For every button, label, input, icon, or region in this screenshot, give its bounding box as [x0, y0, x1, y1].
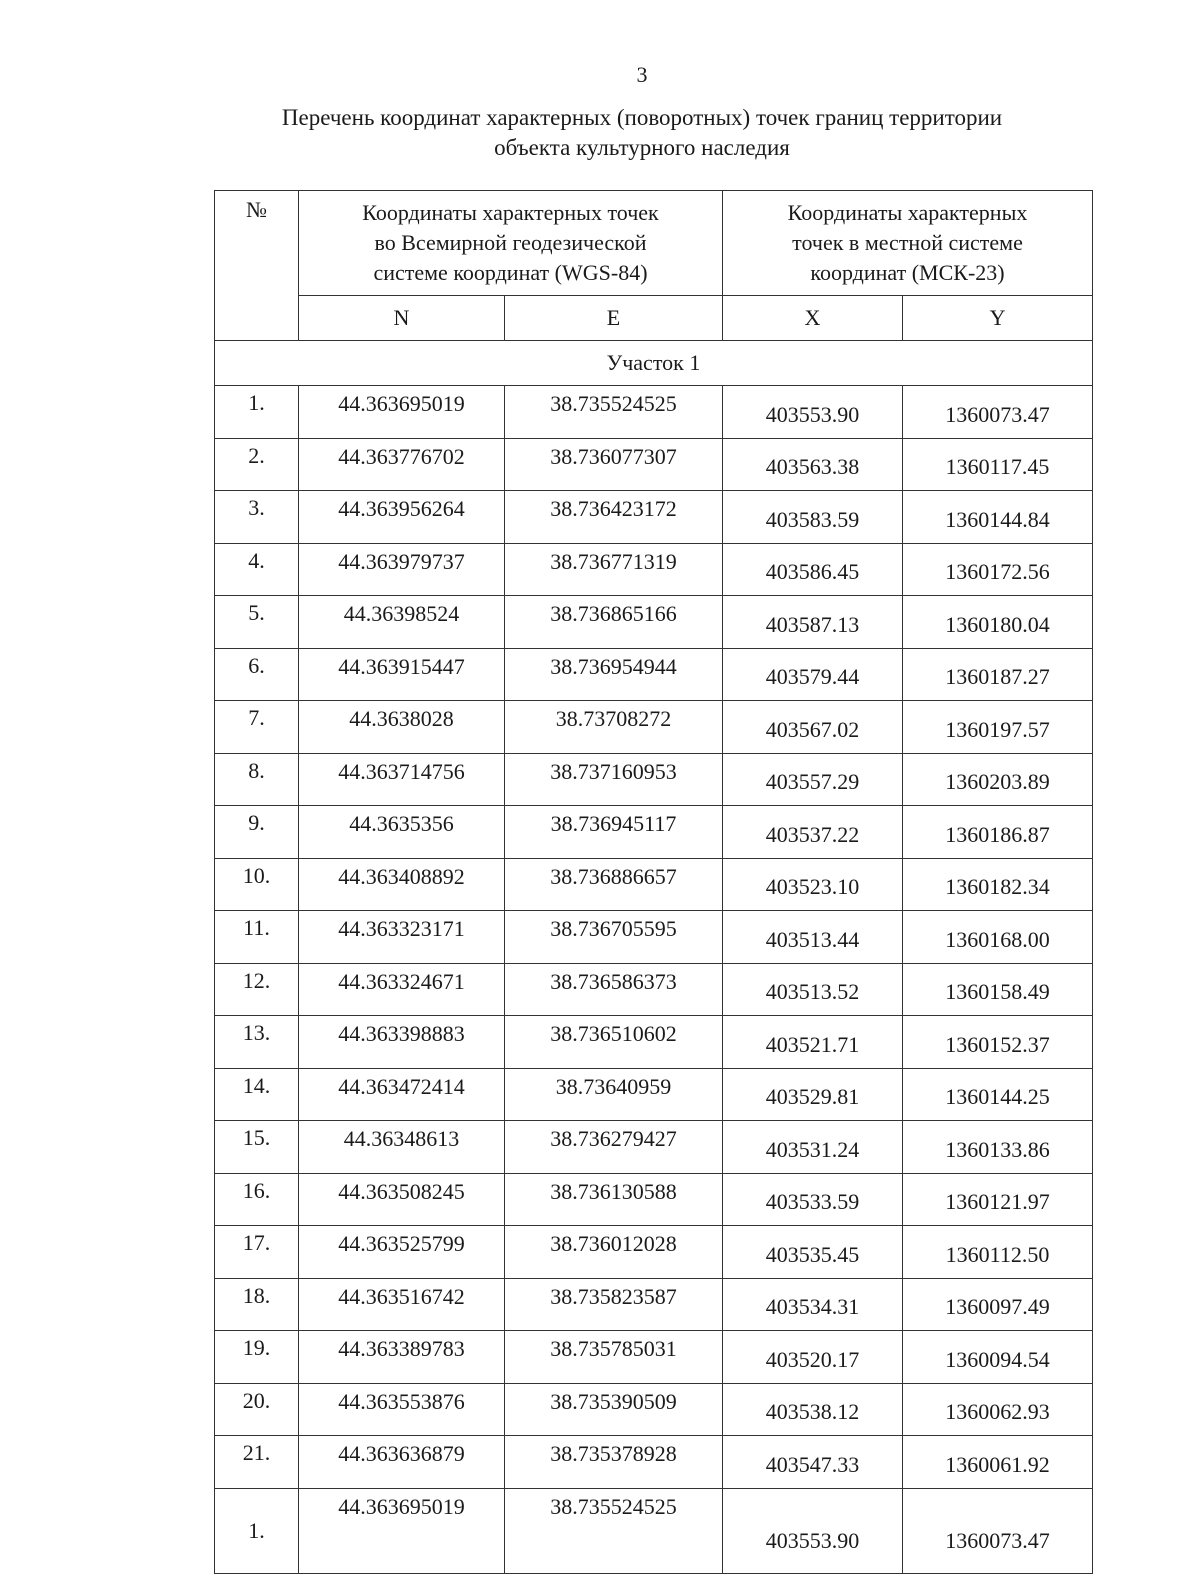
point-number-cell: 9.	[215, 806, 299, 859]
point-number-cell: 3.	[215, 491, 299, 544]
table-row	[215, 1383, 1093, 1436]
point-number-cell: 4.	[215, 543, 299, 596]
y-coordinate-cell: 1360073.47	[903, 386, 1093, 439]
point-number-cell: 21.	[215, 1436, 299, 1489]
longitude-cell: 38.735785031	[505, 1331, 723, 1384]
y-coordinate-cell: 1360073.47	[903, 1488, 1093, 1573]
y-coordinate-cell: 1360180.04	[903, 596, 1093, 649]
longitude-cell: 38.73708272	[505, 701, 723, 754]
table-row	[215, 438, 1093, 491]
x-coordinate-cell: 403535.45	[723, 1226, 903, 1279]
longitude-cell: 38.736510602	[505, 1016, 723, 1069]
longitude-cell: 38.736423172	[505, 491, 723, 544]
y-coordinate-cell: 1360168.00	[903, 911, 1093, 964]
longitude-cell: 38.735378928	[505, 1436, 723, 1489]
point-number-cell: 19.	[215, 1331, 299, 1384]
point-number-cell: 10.	[215, 858, 299, 911]
point-number-cell: 12.	[215, 963, 299, 1016]
latitude-cell: 44.363915447	[299, 648, 505, 701]
document-title-line-2: объекта культурного наследия	[494, 135, 790, 160]
y-coordinate-cell: 1360117.45	[903, 438, 1093, 491]
table-row	[215, 1016, 1093, 1069]
table-row	[215, 911, 1093, 964]
x-coordinate-cell: 403520.17	[723, 1331, 903, 1384]
table-row	[215, 1488, 1093, 1573]
y-coordinate-cell: 1360182.34	[903, 858, 1093, 911]
latitude-cell: 44.363408892	[299, 858, 505, 911]
x-coordinate-cell: 403583.59	[723, 491, 903, 544]
longitude-cell: 38.736586373	[505, 963, 723, 1016]
y-coordinate-cell: 1360186.87	[903, 806, 1093, 859]
x-coordinate-cell: 403563.38	[723, 438, 903, 491]
point-number-cell: 17.	[215, 1226, 299, 1279]
table-row	[215, 701, 1093, 754]
table-row	[215, 1436, 1093, 1489]
x-coordinate-cell: 403513.52	[723, 963, 903, 1016]
table-row	[215, 1226, 1093, 1279]
latitude-cell: 44.363553876	[299, 1383, 505, 1436]
x-coordinate-cell: 403523.10	[723, 858, 903, 911]
table-row	[215, 1068, 1093, 1121]
longitude-cell: 38.736771319	[505, 543, 723, 596]
header-wgs84	[299, 191, 723, 296]
y-coordinate-cell: 1360187.27	[903, 648, 1093, 701]
table-row	[215, 963, 1093, 1016]
x-coordinate-cell: 403537.22	[723, 806, 903, 859]
longitude-cell: 38.736886657	[505, 858, 723, 911]
x-coordinate-cell: 403587.13	[723, 596, 903, 649]
y-coordinate-cell: 1360133.86	[903, 1121, 1093, 1174]
section-row	[215, 341, 1093, 386]
document-title	[0, 103, 1200, 163]
latitude-cell: 44.363516742	[299, 1278, 505, 1331]
latitude-cell: 44.363324671	[299, 963, 505, 1016]
header-msk23-line: Координаты характерных	[787, 200, 1028, 225]
longitude-cell: 38.736954944	[505, 648, 723, 701]
header-msk23-line: координат (МСК-23)	[810, 260, 1005, 285]
x-coordinate-cell: 403529.81	[723, 1068, 903, 1121]
longitude-cell: 38.736077307	[505, 438, 723, 491]
point-number-cell: 16.	[215, 1173, 299, 1226]
table-row	[215, 491, 1093, 544]
y-coordinate-cell: 1360172.56	[903, 543, 1093, 596]
x-coordinate-cell: 403538.12	[723, 1383, 903, 1436]
latitude-cell: 44.363979737	[299, 543, 505, 596]
point-number-cell: 18.	[215, 1278, 299, 1331]
table-row	[215, 386, 1093, 439]
table-row	[215, 858, 1093, 911]
y-coordinate-cell: 1360061.92	[903, 1436, 1093, 1489]
y-coordinate-cell: 1360203.89	[903, 753, 1093, 806]
longitude-cell: 38.735524525	[505, 1488, 723, 1573]
longitude-cell: 38.735823587	[505, 1278, 723, 1331]
point-number-cell: 5.	[215, 596, 299, 649]
x-coordinate-cell: 403553.90	[723, 1488, 903, 1573]
longitude-cell: 38.736865166	[505, 596, 723, 649]
latitude-cell: 44.363956264	[299, 491, 505, 544]
latitude-cell: 44.36398524	[299, 596, 505, 649]
latitude-cell: 44.363636879	[299, 1436, 505, 1489]
y-coordinate-cell: 1360062.93	[903, 1383, 1093, 1436]
longitude-cell: 38.736945117	[505, 806, 723, 859]
table-row	[215, 1278, 1093, 1331]
table-row	[215, 1173, 1093, 1226]
latitude-cell: 44.363398883	[299, 1016, 505, 1069]
latitude-cell: 44.363695019	[299, 386, 505, 439]
table-row	[215, 648, 1093, 701]
x-coordinate-cell: 403553.90	[723, 386, 903, 439]
point-number-cell: 13.	[215, 1016, 299, 1069]
point-number-cell: 11.	[215, 911, 299, 964]
x-coordinate-cell: 403586.45	[723, 543, 903, 596]
y-coordinate-cell: 1360197.57	[903, 701, 1093, 754]
document-title-line-1: Перечень координат характерных (поворотных) точек границ территории	[281, 105, 1003, 130]
longitude-cell: 38.736705595	[505, 911, 723, 964]
point-number-cell: 2.	[215, 438, 299, 491]
latitude-cell: 44.363776702	[299, 438, 505, 491]
y-coordinate-cell: 1360094.54	[903, 1331, 1093, 1384]
longitude-cell: 38.736279427	[505, 1121, 723, 1174]
table-body	[215, 341, 1093, 1574]
table-row	[215, 1331, 1093, 1384]
header-msk23	[723, 191, 1093, 296]
header-x: X	[723, 296, 903, 341]
x-coordinate-cell: 403533.59	[723, 1173, 903, 1226]
table-row	[215, 806, 1093, 859]
longitude-cell: 38.737160953	[505, 753, 723, 806]
header-wgs84-line: во Всемирной геодезической	[374, 230, 647, 255]
header-wgs84-line: Координаты характерных точек	[362, 200, 659, 225]
point-number-cell: 7.	[215, 701, 299, 754]
x-coordinate-cell: 403534.31	[723, 1278, 903, 1331]
y-coordinate-cell: 1360152.37	[903, 1016, 1093, 1069]
latitude-cell: 44.3635356	[299, 806, 505, 859]
header-msk23-line: точек в местной системе	[792, 230, 1023, 255]
point-number-cell: 6.	[215, 648, 299, 701]
y-coordinate-cell: 1360158.49	[903, 963, 1093, 1016]
page-number: 3	[636, 62, 648, 87]
header-e: E	[505, 296, 723, 341]
latitude-cell: 44.3638028	[299, 701, 505, 754]
x-coordinate-cell: 403521.71	[723, 1016, 903, 1069]
header-n: N	[299, 296, 505, 341]
point-number-cell: 1.	[215, 1488, 299, 1573]
header-wgs84-line: системе координат (WGS-84)	[373, 260, 648, 285]
x-coordinate-cell: 403513.44	[723, 911, 903, 964]
y-coordinate-cell: 1360097.49	[903, 1278, 1093, 1331]
longitude-cell: 38.736130588	[505, 1173, 723, 1226]
table-row	[215, 1121, 1093, 1174]
longitude-cell: 38.735524525	[505, 386, 723, 439]
point-number-cell: 1.	[215, 386, 299, 439]
x-coordinate-cell: 403547.33	[723, 1436, 903, 1489]
table-row	[215, 596, 1093, 649]
point-number-cell: 8.	[215, 753, 299, 806]
x-coordinate-cell: 403579.44	[723, 648, 903, 701]
header-number: №	[215, 191, 299, 341]
latitude-cell: 44.363714756	[299, 753, 505, 806]
y-coordinate-cell: 1360112.50	[903, 1226, 1093, 1279]
point-number-cell: 15.	[215, 1121, 299, 1174]
y-coordinate-cell: 1360121.97	[903, 1173, 1093, 1226]
point-number-cell: 20.	[215, 1383, 299, 1436]
point-number-cell: 14.	[215, 1068, 299, 1121]
coordinates-table	[214, 190, 1093, 1574]
latitude-cell: 44.363508245	[299, 1173, 505, 1226]
latitude-cell: 44.36348613	[299, 1121, 505, 1174]
longitude-cell: 38.735390509	[505, 1383, 723, 1436]
latitude-cell: 44.363323171	[299, 911, 505, 964]
longitude-cell: 38.73640959	[505, 1068, 723, 1121]
latitude-cell: 44.363389783	[299, 1331, 505, 1384]
x-coordinate-cell: 403567.02	[723, 701, 903, 754]
x-coordinate-cell: 403531.24	[723, 1121, 903, 1174]
y-coordinate-cell: 1360144.84	[903, 491, 1093, 544]
section-label: Участок 1	[215, 341, 1093, 386]
latitude-cell: 44.363525799	[299, 1226, 505, 1279]
x-coordinate-cell: 403557.29	[723, 753, 903, 806]
table-row	[215, 753, 1093, 806]
table-row	[215, 543, 1093, 596]
header-y: Y	[903, 296, 1093, 341]
y-coordinate-cell: 1360144.25	[903, 1068, 1093, 1121]
longitude-cell: 38.736012028	[505, 1226, 723, 1279]
latitude-cell: 44.363472414	[299, 1068, 505, 1121]
latitude-cell: 44.363695019	[299, 1488, 505, 1573]
